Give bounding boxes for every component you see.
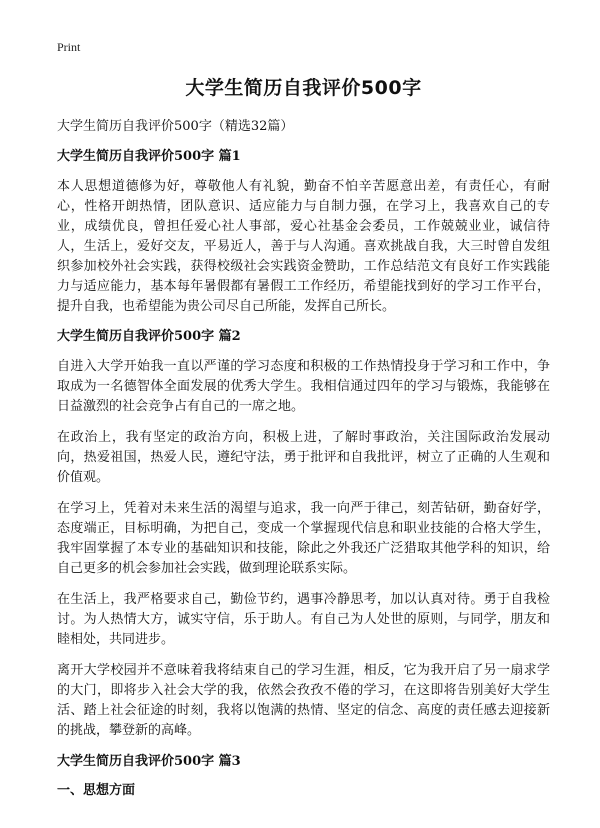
section-2-paragraph-5: 离开大学校园并不意味着我将结束自己的学习生涯，相反，它为我开启了另一扇求学的大门，即将步入社会大学的我，依然会孜孜不倦的学习，在这即将告别美好大学生活、踏上社会征途的时刻，我将以饱满的热情、坚定的信念、高度的责任感去迎接新的挑战，攀登新的高峰。 <box>57 663 550 738</box>
section-2-paragraph-4: 在生活上，我严格要求自己，勤俭节约，遇事冷静思考，加以认真对待。勇于自我检讨。为人热情大方，诚实守信，乐于助人。有自己为人处世的原则，与同学，朋友和睦相处，共同进步。 <box>57 592 550 647</box>
section-2-paragraph-2: 在政治上，我有坚定的政治方向，积极上进，了解时事政治，关注国际政治发展动向，热爱祖国，热爱人民，遵纪守法，勇于批评和自我批评，树立了正确的人生观和价值观。 <box>57 430 550 485</box>
document-title: 大学生简历自我评价500字 <box>185 77 422 99</box>
section-heading-1: 大学生简历自我评价500字 篇1 <box>57 149 241 164</box>
document-subtitle: 大学生简历自我评价500字（精选32篇） <box>57 119 294 134</box>
section-1-paragraph: 本人思想道德修为好，尊敬他人有礼貌，勤奋不怕辛苦愿意出差，有责任心，有耐心，性格开朗热情，团队意识、适应能力与自制力强，在学习上，我喜欢自己的专业，成绩优良，曾担任爱心社人事部，爱心社基金会委员，工作兢兢业业，诚信待人，生活上，爱好交友，平易近人，善于与人沟通。喜欢挑战自我，大三时曾自发组织参加校外社会实践，获得校级社会实践资金赞助，工作总结范文有良好工作实践能力与适应能力，基本每年暑假都有暑假工工作经历，希望能找到好的学习工作平台，提升自我，也希望能为贵公司尽自己所能，发挥自己所长。 <box>57 179 550 314</box>
print-link[interactable]: Print <box>57 40 81 54</box>
section-heading-3: 大学生简历自我评价500字 篇3 <box>57 754 241 769</box>
section-2-paragraph-3: 在学习上，凭着对未来生活的渴望与追求，我一向严于律己，刻苦钻研，勤奋好学，态度端正，目标明确，为把自己，变成一个掌握现代信息和职业技能的合格大学生，我牢固掌握了本专业的基础知识和技能，除此之外我还广泛猎取其他学科的知识，给自己更多的机会参加社会实践，做到理论联系实际。 <box>57 501 550 576</box>
section-3-sub-heading: 一、思想方面 <box>57 783 136 798</box>
section-2-paragraph-1: 自进入大学开始我一直以严谨的学习态度和积极的工作热情投身于学习和工作中，争取成为一名德智体全面发展的优秀大学生。我相信通过四年的学习与锻炼，我能够在日益激烈的社会竞争占有自己的一席之地。 <box>57 359 550 414</box>
section-heading-2: 大学生简历自我评价500字 篇2 <box>57 329 241 344</box>
